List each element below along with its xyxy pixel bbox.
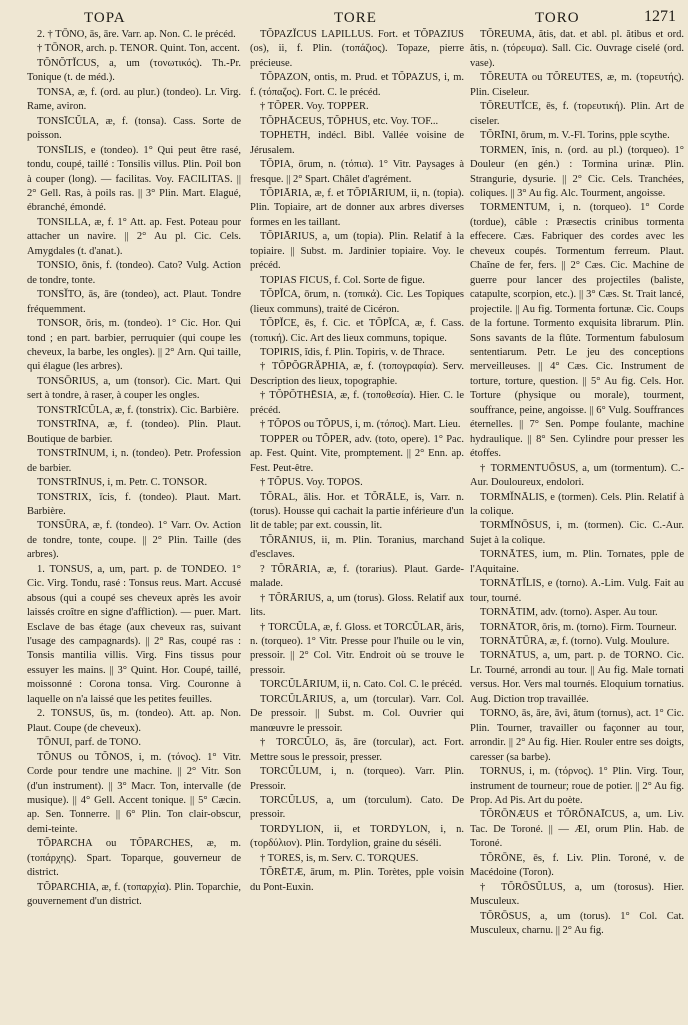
dictionary-entry: TŎPAZĬCUS LAPILLUS. Fort. et TŎPAZIUS (os), ii, f. Plin. (τοπάζιος). Topaze, pierre précieuse. [250, 29, 464, 69]
dictionary-entry: TŎREUTĬCE, ēs, f. (τορευτική). Plin. Art de ciseler. [470, 101, 684, 127]
dictionary-entry: TŎPHĀCEUS, TŎPHUS, etc. Voy. TOF... [260, 115, 439, 127]
dictionary-entry: TŎRĒTÆ, ārum, m. Plin. Torètes, pple voisin du Pont-Euxin. [250, 867, 464, 893]
dictionary-entry: TŎPIĀRIUS, a, um (topia). Plin. Relatif à la topiaire. || Subst. m. Jardinier topiaire. Voy. le précéd. [250, 231, 464, 272]
dictionary-entry: TONSŪRA, æ, f. (tondeo). 1° Varr. Ov. Action de tondre, tonte, coupe. || 2° Plin. Taille (des arbres). [27, 520, 241, 561]
dictionary-entry: 2. † TŌNO, ās, āre. Varr. ap. Non. C. le précéd. [37, 29, 236, 40]
middle-guide-word: TORE [334, 10, 377, 26]
dictionary-entry: † TORCŬLO, ās, āre (torcular), act. Fort. Mettre sous le pressoir, presser. [250, 737, 464, 763]
dictionary-entry: † TORES, is, m. Serv. C. TORQUES. [260, 852, 419, 864]
dictionary-entry: TORCŬLUS, a, um (torculum). Cato. De pressoir. [250, 795, 464, 821]
dictionary-entry: TŌNUI, parf. de TONO. [37, 737, 142, 749]
dictionary-entry: TORMĬNŌSUS, i, m. (tormen). Cic. C.-Aur. Sujet à la colique. [470, 520, 684, 546]
dictionary-entry: TŎPARCHIA, æ, f. (τοπαρχία). Plin. Toparchie, gouvernement d'un district. [27, 881, 241, 908]
dictionary-entry: TŎRĪNI, ōrum, m. V.-Fl. Torins, pple scythe. [480, 130, 670, 142]
dictionary-entry: TŎPĬCA, ōrum, n. (τοπικά). Cic. Les Topiques (lieux communs), traité de Cicéron. [250, 289, 464, 315]
dictionary-entry: TŎRŌNE, ēs, f. Liv. Plin. Toroné, v. de Macédoine (Toron). [470, 852, 684, 879]
dictionary-entry: † TORMENTUŌSUS, a, um (tormentum). C.-Aur. Douloureux, endolori. [470, 462, 684, 489]
dictionary-entry: TOPHETH, indécl. Bibl. Vallée voisine de Jérusalem. [250, 130, 464, 156]
dictionary-entry: TONSILLA, æ, f. 1° Att. ap. Fest. Poteau pour attacher un navire. || 2° Au pl. Cic. Cels. Amygdales (t. d'anat.). [27, 216, 241, 257]
dictionary-entry: TONSTRĪCŬLA, æ, f. (tonstrix). Cic. Barbière. [37, 404, 239, 416]
dictionary-entry: TORNĀTĬLIS, e (torno). A.-Lim. Vulg. Fait au tour, tourné. [470, 578, 684, 604]
dictionary-entry: TONSA, æ, f. (ord. au plur.) (tondeo). Lr. Virg. Rame, aviron. [27, 86, 241, 113]
dictionary-entry: 1. TONSUS, a, um, part. p. de TONDEO. 1° Cic. Virg. Tondu, rasé : Tonsus reus. Mart. Accusé absous (qui a coupé ses cheveux après les avoir laissés croître en signe d'affliction). — puer. Mart. Esclave de bas étage (aux cheveux ras, suivant l'usage des campagnards). || 2° Ras, coupé ras : Tonsis mantilia villis. Virg. Fins tissus pour essuyer les mains. || 3° Quint. Hor. Coupé, taillé, moissonné : Corona tonsa. Virg. Couronne à laquelle on n'a laissé que les petites feuilles. [27, 563, 241, 705]
page-number: 1271 [644, 8, 676, 25]
column-middle [250, 28, 464, 1018]
dictionary-entry: TONSTRĪNA, æ, f. (tondeo). Plin. Plaut. Boutique de barbier. [27, 419, 241, 445]
dictionary-entry: TŎPIĀRIA, æ, f. et TŎPIĀRIUM, ii, n. (topia). Plin. Topiaire, art de donner aux arbres diverses formes en les taillant. [250, 187, 464, 228]
dictionary-entry: TORMEN, ĭnis, n. (ord. au pl.) (torqueo). 1° Douleur (en gén.) : Tormina urinæ. Plin. Strangurie, dysurie. || 2° Cic. Cels. Tranchées, coliques. || 3° Au fig. Alc. Tourment, angoisse. [470, 144, 684, 199]
dictionary-entry: TORMENTUM, i, n. (torqueo). 1° Corde (tordue), câble : Præsectis crinibus tormenta effecere. Cæs. Fabriquer des cordes avec les cheveux coupés. Tormentum ferreum. Plaut. Chaîne de fer, fers. || 2° Cæs. Cic. Machine de guerre pour lancer des projectiles (baliste, catapulte, scorpion, etc.). || 3° Cæs. St. Trait lancé, projectile. || Au fig. Tormenta fortunæ. Cic. Coups de la fortune. Tormento exquisita librarum. Plin. Sons savants de la flûte. Tormentum fabulosum sententiarum. Petr. Le jeu des conceptions merveilleuses. || 4° Cæs. Cic. Instrument de torture, torture, question. || 5° Au fig. Cels. Hor. Torture (physique ou morale), tourment, souffrance, peine, angoisse. || 6° Vulg. Souffrances éternelles. || 7° Sen. Pompe foulante, machine hydraulique. || 8° Sen. Cylindre pour presser les étoffes. [470, 202, 684, 460]
left-guide-word: TOPA [84, 10, 126, 26]
dictionary-entry: TORNUS, i, m. (τόρνος). 1° Plin. Virg. Tour, instrument de tourneur; roue de potier. || 2° Au fig. Prop. Ad Pis. Art du poète. [470, 766, 684, 807]
dictionary-entry: TŎPĬCE, ēs, f. Cic. et TŎPĬCA, æ, f. Cass. (τοπική). Cic. Art des lieux communs, topique. [250, 318, 464, 344]
right-guide-word: TORO [535, 10, 580, 26]
dictionary-entry: 2. TONSUS, ūs, m. (tondeo). Att. ap. Non. Plaut. Coupe (de cheveux). [27, 708, 241, 734]
dictionary-entry: TORNO, ās, āre, āvi, ātum (tornus), act. 1° Cic. Plin. Tourner, travailler ou façonner au tour, arrondir. || 2° Au fig. Hier. Rouler entre ses doigts, caresser (sa barbe). [470, 708, 684, 763]
dictionary-entry: TORDYLION, ii, et TORDYLON, i, n. (τορδύλιον). Plin. Tordylion, graine du séséli. [250, 823, 464, 850]
dictionary-entry: TŎNŎTĬCUS, a, um (τονωτικός). Th.-Pr. Tonique (t. de méd.). [27, 57, 241, 84]
dictionary-entry: TORNĀTUS, a, um, part. p. de TORNO. Cic. Lr. Tourné, arrondi au tour. || Au fig. Male tornati versus. Hor. Vers mal tournés. Eloquium tornatius. Aug. Diction trop travaillée. [470, 650, 684, 705]
dictionary-entry: TONSTRĪNUS, i, m. Petr. C. TONSOR. [37, 477, 208, 489]
dictionary-entry: TONSĪLIS, e (tondeo). 1° Qui peut être rasé, tondu, coupé, taillé : Tonsilis villus. Plin. Poil bon à couper (long). — facilitas. Voy. FACILITAS. || 2° Gell. Ras, à poils ras. || 3° Plin. Mart. Elagué, ébranché, émondé. [27, 144, 241, 214]
dictionary-entry: † TŎPŎGRĂPHIA, æ, f. (τοπογραφία). Serv. Description des lieux, topographie. [250, 361, 464, 387]
dictionary-entry: TŎREUTA ou TŎREUTES, æ, m. (τορευτής). Plin. Ciseleur. [470, 72, 684, 98]
dictionary-entry: † TŎPER. Voy. TOPPER. [260, 101, 369, 113]
dictionary-entry: TONSŌRIUS, a, um (tonsor). Cic. Mart. Qui sert à tondre, à raser, à couper les ongles. [27, 375, 241, 402]
dictionary-entry: ? TŎRĀRIA, æ, f. (torarius). Plaut. Garde-malade. [250, 563, 464, 590]
dictionary-entry: † TŎPUS. Voy. TOPOS. [260, 477, 363, 489]
dictionary-entry: TORCŬLUM, i, n. (torqueo). Varr. Plin. Pressoir. [250, 766, 464, 792]
dictionary-entry: TORMĬNĀLIS, e (tormen). Cels. Plin. Relatif à la colique. [470, 491, 684, 517]
dictionary-entry: TONSTRIX, īcis, f. (tondeo). Plaut. Mart. Barbière. [27, 491, 241, 517]
dictionary-entry: TORNĀTOR, ōris, m. (torno). Firm. Tourneur. [480, 621, 677, 633]
dictionary-entry: TONSTRĪNUM, i, n. (tondeo). Petr. Profession de barbier. [27, 448, 241, 474]
dictionary-entry: TOPPER ou TŎPER, adv. (toto, opere). 1° Pac. ap. Fest. Quint. Vite, promptement. || 2° Enn. ap. Fest. Peut-être. [250, 433, 464, 474]
dictionary-entry: TŎPAZON, ontis, m. Prud. et TŎPAZUS, i, m. f. (τόπαζος). Fort. C. le précéd. [250, 72, 464, 98]
column-left [27, 28, 241, 1018]
dictionary-entry: TONSĬTO, ās, āre (tondeo), act. Plaut. Tondre fréquemment. [27, 289, 241, 315]
dictionary-entry: TONSOR, ōris, m. (tondeo). 1° Cic. Hor. Qui tond ; en part. barbier, perruquier (qui coupe les cheveux, la barbe, les ongles). || 2° Arn. Qui taille, qui élague (les arbres). [27, 318, 241, 373]
dictionary-entry: † TŎRŌSŬLUS, a, um (torosus). Hier. Musculeux. [470, 881, 684, 908]
dictionary-entry: TŎPIA, ōrum, n. (τόπια). 1° Vitr. Paysages à fresque. || 2° Spart. Châlet d'agrément. [250, 159, 464, 185]
dictionary-entry: TORNĀTŪRA, æ, f. (torno). Vulg. Moulure. [480, 636, 670, 648]
dictionary-entry: TŎREUMA, ătis, dat. et abl. pl. ătibus et ord. ătis, n. (τόρευμα). Sall. Cic. Ouvrage ciselé (ord. vase). [470, 29, 684, 69]
dictionary-entry: TORCŬLĀRIUM, ii, n. Cato. Col. C. le précéd. [260, 679, 463, 691]
column-right [470, 28, 684, 1018]
dictionary-entry: † TŎRĀRIUS, a, um (torus). Gloss. Relatif aux lits. [250, 592, 464, 619]
dictionary-entry: † TORCŬLA, æ, f. Gloss. et TORCŬLAR, āris, n. (torqueo). 1° Vitr. Presse pour l'huile ou le vin, pressoir. || 2° Col. Vitr. Endroit où se trouve le pressoir. [250, 621, 464, 676]
dictionary-entry: TORCŬLĀRIUS, a, um (torcular). Varr. Col. De pressoir. || Subst. m. Col. Ouvrier qui manœuvre le pressoir. [250, 693, 464, 734]
dictionary-entry: TŎRAL, ālis. Hor. et TŎRĀLE, is, Varr. n. (torus). Housse qui cachait la partie inférieure d'un lit de table; par ext. coussin, lit. [250, 491, 464, 532]
dictionary-entry: † TŌNOR, arch. p. TENOR. Quint. Ton, accent. [37, 43, 240, 55]
dictionary-entry: TONSIO, ōnis, f. (tondeo). Cato? Vulg. Action de tondre, tonte. [27, 260, 241, 286]
dictionary-entry: † TŎPŎTHĒSIA, æ, f. (τοποθεσία). Hier. C. le précéd. [250, 390, 464, 416]
dictionary-entry: TONSĪCŬLA, æ, f. (tonsa). Cass. Sorte de poisson. [27, 115, 241, 142]
running-header [0, 0, 688, 28]
dictionary-entry: TŎRŌNÆUS et TŎRŌNAĪCUS, a, um. Liv. Tac. De Toroné. || — ÆI, orum Plin. Hab. de Toroné. [470, 809, 684, 850]
dictionary-entry: TORNĀTES, ium, m. Plin. Tornates, pple de l'Aquitaine. [470, 549, 684, 575]
dictionary-entry: TOPIRIS, ĭdis, f. Plin. Topiris, v. de Thrace. [260, 346, 445, 358]
dictionary-entry: TOPIAS FICUS, f. Col. Sorte de figue. [260, 274, 425, 286]
dictionary-entry: TŎRŌSUS, a, um (torus). 1° Col. Cat. Musculeux, charnu. || 2° Au fig. [470, 910, 684, 937]
dictionary-entry: TŎNUS ou TŎNOS, i, m. (τόνος). 1° Vitr. Corde pour tendre une machine. || 2° Vitr. Son (d'un instrument). || 3° Macr. Ton, intervalle (de musique). || 4° Gell. Accent tonique. || 5° Cæcin. ap. Sen. Tonnerre. || 6° Plin. Ton clair-obscur, demi-teinte. [27, 751, 241, 835]
dictionary-entry: TŎPARCHA ou TŎPARCHES, æ, m. (τοπάρχης). Spart. Toparque, gouverneur de district. [27, 838, 241, 879]
dictionary-entry: TŎRĀNIUS, ii, m. Plin. Toranius, marchand d'esclaves. [250, 534, 464, 561]
dictionary-entry: † TŎPOS ou TŎPUS, i, m. (τόπος). Mart. Lieu. [260, 419, 461, 431]
dictionary-entry: TORNĀTIM, adv. (torno). Asper. Au tour. [480, 607, 658, 619]
